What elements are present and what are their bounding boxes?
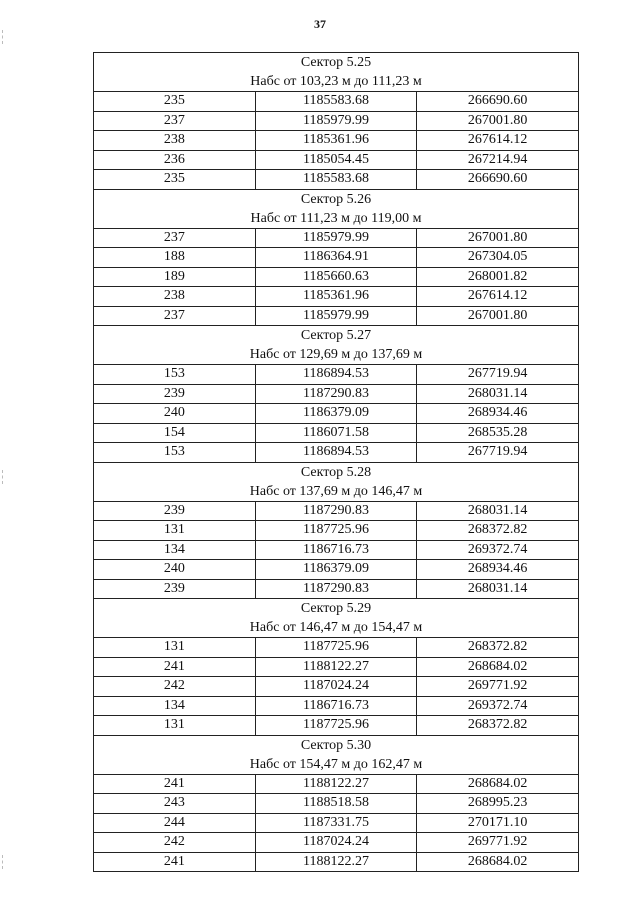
y-coordinate-cell: 268372.82: [417, 716, 579, 736]
table-row: [94, 716, 579, 736]
x-coordinate-cell: 1185583.68: [255, 92, 417, 112]
point-number-cell: 131: [94, 521, 256, 541]
table-row: [94, 111, 579, 131]
x-coordinate-cell: 1186716.73: [255, 696, 417, 716]
point-number-cell: 242: [94, 833, 256, 853]
x-coordinate-cell: 1186894.53: [255, 365, 417, 385]
margin-scan-mark: [2, 470, 6, 484]
x-coordinate-cell: 1187290.83: [255, 579, 417, 599]
y-coordinate-cell: 268684.02: [417, 852, 579, 872]
x-coordinate-cell: 1186894.53: [255, 443, 417, 463]
table-row: [94, 248, 579, 268]
x-coordinate-cell: 1187290.83: [255, 384, 417, 404]
point-number-cell: 189: [94, 267, 256, 287]
table-row: [94, 501, 579, 521]
x-coordinate-cell: 1186716.73: [255, 540, 417, 560]
sector-header-row: [94, 735, 579, 774]
y-coordinate-cell: 267719.94: [417, 365, 579, 385]
point-number-cell: 134: [94, 696, 256, 716]
point-number-cell: 243: [94, 794, 256, 814]
table-row: [94, 696, 579, 716]
y-coordinate-cell: 269771.92: [417, 833, 579, 853]
sector-header: [94, 599, 579, 638]
table-row: [94, 92, 579, 112]
table-row: [94, 638, 579, 658]
table-row: [94, 150, 579, 170]
sector-title: Сектор 5.28: [300, 464, 372, 480]
x-coordinate-cell: 1187290.83: [255, 501, 417, 521]
table-row: [94, 267, 579, 287]
point-number-cell: 239: [94, 579, 256, 599]
sector-header: [94, 326, 579, 365]
x-coordinate-cell: 1187024.24: [255, 677, 417, 697]
x-coordinate-cell: 1185979.99: [255, 111, 417, 131]
table-row: [94, 521, 579, 541]
y-coordinate-cell: 268031.14: [417, 501, 579, 521]
table-row: [94, 131, 579, 151]
point-number-cell: 239: [94, 501, 256, 521]
y-coordinate-cell: 268995.23: [417, 794, 579, 814]
point-number-cell: 237: [94, 111, 256, 131]
point-number-cell: 235: [94, 92, 256, 112]
y-coordinate-cell: 270171.10: [417, 813, 579, 833]
point-number-cell: 242: [94, 677, 256, 697]
table-row: [94, 306, 579, 326]
table-row: [94, 365, 579, 385]
x-coordinate-cell: 1186379.09: [255, 560, 417, 580]
sector-title: Сектор 5.25: [300, 55, 372, 70]
point-number-cell: 241: [94, 852, 256, 872]
point-number-cell: 131: [94, 716, 256, 736]
margin-scan-mark: [2, 30, 6, 44]
sector-header: [94, 189, 579, 228]
table-row: [94, 423, 579, 443]
y-coordinate-cell: 266690.60: [417, 92, 579, 112]
y-coordinate-cell: 268934.46: [417, 560, 579, 580]
y-coordinate-cell: 268684.02: [417, 657, 579, 677]
y-coordinate-cell: 268372.82: [417, 638, 579, 658]
sector-header-row: [94, 326, 579, 365]
table-row: [94, 774, 579, 794]
y-coordinate-cell: 267614.12: [417, 287, 579, 307]
table-row: [94, 540, 579, 560]
y-coordinate-cell: 267001.80: [417, 306, 579, 326]
x-coordinate-cell: 1186364.91: [255, 248, 417, 268]
x-coordinate-cell: 1188122.27: [255, 774, 417, 794]
y-coordinate-cell: 268001.82: [417, 267, 579, 287]
point-number-cell: 244: [94, 813, 256, 833]
point-number-cell: 241: [94, 657, 256, 677]
margin-scan-mark: [2, 855, 6, 869]
x-coordinate-cell: 1186071.58: [255, 423, 417, 443]
x-coordinate-cell: 1187331.75: [255, 813, 417, 833]
table-row: [94, 287, 579, 307]
sector-height-range: Набс от 137,69 м до 146,47 м: [249, 483, 423, 499]
x-coordinate-cell: 1185660.63: [255, 267, 417, 287]
sector-title: Сектор 5.30: [300, 737, 372, 753]
point-number-cell: 239: [94, 384, 256, 404]
point-number-cell: 153: [94, 443, 256, 463]
x-coordinate-cell: 1185583.68: [255, 170, 417, 190]
y-coordinate-cell: 267719.94: [417, 443, 579, 463]
x-coordinate-cell: 1185979.99: [255, 306, 417, 326]
y-coordinate-cell: 269372.74: [417, 696, 579, 716]
sector-height-range: Набс от 129,69 м до 137,69 м: [249, 347, 423, 362]
table-row: [94, 443, 579, 463]
y-coordinate-cell: 268684.02: [417, 774, 579, 794]
sector-header: [94, 53, 579, 92]
coordinates-table: [93, 52, 579, 872]
point-number-cell: 131: [94, 638, 256, 658]
point-number-cell: 238: [94, 287, 256, 307]
sector-header-row: [94, 462, 579, 501]
sector-title: Сектор 5.26: [300, 191, 372, 207]
sector-height-range: Набс от 111,23 м до 119,00 м: [250, 210, 422, 226]
sector-title: Сектор 5.29: [300, 601, 372, 616]
point-number-cell: 154: [94, 423, 256, 443]
y-coordinate-cell: 268934.46: [417, 404, 579, 424]
x-coordinate-cell: 1187725.96: [255, 716, 417, 736]
y-coordinate-cell: 267304.05: [417, 248, 579, 268]
sector-header: [94, 462, 579, 501]
table-row: [94, 384, 579, 404]
point-number-cell: 240: [94, 404, 256, 424]
sector-header-row: [94, 189, 579, 228]
y-coordinate-cell: 269771.92: [417, 677, 579, 697]
table-row: [94, 852, 579, 872]
table-row: [94, 560, 579, 580]
y-coordinate-cell: 269372.74: [417, 540, 579, 560]
point-number-cell: 237: [94, 306, 256, 326]
y-coordinate-cell: 268031.14: [417, 579, 579, 599]
y-coordinate-cell: 268535.28: [417, 423, 579, 443]
y-coordinate-cell: 267614.12: [417, 131, 579, 151]
x-coordinate-cell: 1185054.45: [255, 150, 417, 170]
table-row: [94, 170, 579, 190]
point-number-cell: 238: [94, 131, 256, 151]
sector-height-range: Набс от 154,47 м до 162,47 м: [249, 756, 423, 772]
point-number-cell: 241: [94, 774, 256, 794]
point-number-cell: 153: [94, 365, 256, 385]
x-coordinate-cell: 1187725.96: [255, 638, 417, 658]
y-coordinate-cell: 267001.80: [417, 111, 579, 131]
table-row: [94, 657, 579, 677]
y-coordinate-cell: 268031.14: [417, 384, 579, 404]
point-number-cell: 134: [94, 540, 256, 560]
point-number-cell: 235: [94, 170, 256, 190]
sector-header: [94, 735, 579, 774]
sector-height-range: Набс от 146,47 м до 154,47 м: [249, 620, 423, 635]
coordinates-table-body: [94, 53, 579, 872]
sector-header-row: [94, 599, 579, 638]
x-coordinate-cell: 1187024.24: [255, 833, 417, 853]
y-coordinate-cell: 266690.60: [417, 170, 579, 190]
x-coordinate-cell: 1188518.58: [255, 794, 417, 814]
y-coordinate-cell: 268372.82: [417, 521, 579, 541]
table-row: [94, 404, 579, 424]
sector-height-range: Набс от 103,23 м до 111,23 м: [250, 74, 422, 89]
point-number-cell: 237: [94, 228, 256, 248]
table-row: [94, 579, 579, 599]
y-coordinate-cell: 267214.94: [417, 150, 579, 170]
point-number-cell: 236: [94, 150, 256, 170]
table-row: [94, 228, 579, 248]
table-row: [94, 813, 579, 833]
table-row: [94, 794, 579, 814]
y-coordinate-cell: 267001.80: [417, 228, 579, 248]
x-coordinate-cell: 1185979.99: [255, 228, 417, 248]
x-coordinate-cell: 1188122.27: [255, 657, 417, 677]
x-coordinate-cell: 1185361.96: [255, 131, 417, 151]
table-row: [94, 677, 579, 697]
sector-header-row: [94, 53, 579, 92]
point-number-cell: 240: [94, 560, 256, 580]
x-coordinate-cell: 1188122.27: [255, 852, 417, 872]
page-number: 37: [314, 17, 326, 31]
table-row: [94, 833, 579, 853]
point-number-cell: 188: [94, 248, 256, 268]
x-coordinate-cell: 1185361.96: [255, 287, 417, 307]
sector-title: Сектор 5.27: [300, 328, 372, 343]
x-coordinate-cell: 1187725.96: [255, 521, 417, 541]
x-coordinate-cell: 1186379.09: [255, 404, 417, 424]
